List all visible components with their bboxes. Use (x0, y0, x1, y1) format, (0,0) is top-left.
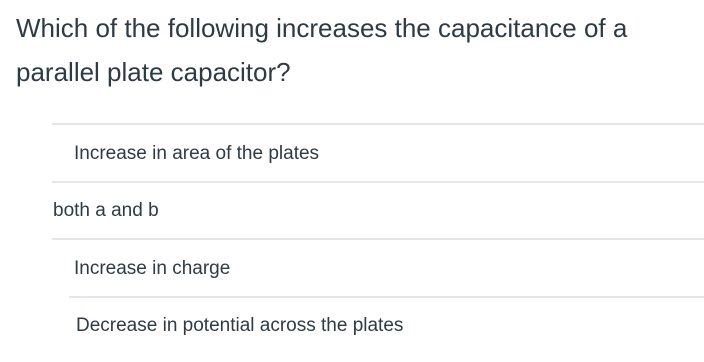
answer-option-both[interactable]: both a and b (53, 200, 159, 221)
answer-divider (69, 296, 704, 298)
answer-option-area[interactable]: Increase in area of the plates (74, 143, 320, 164)
question-text: Which of the following increases the capacitance of a parallel plate capacitor? (16, 13, 628, 87)
answer-divider (52, 238, 704, 240)
answer-option-charge[interactable]: Increase in charge (74, 258, 231, 279)
answer-option-potential[interactable]: Decrease in potential across the plates (76, 315, 404, 336)
answer-divider (52, 123, 704, 125)
answer-divider (52, 181, 704, 183)
